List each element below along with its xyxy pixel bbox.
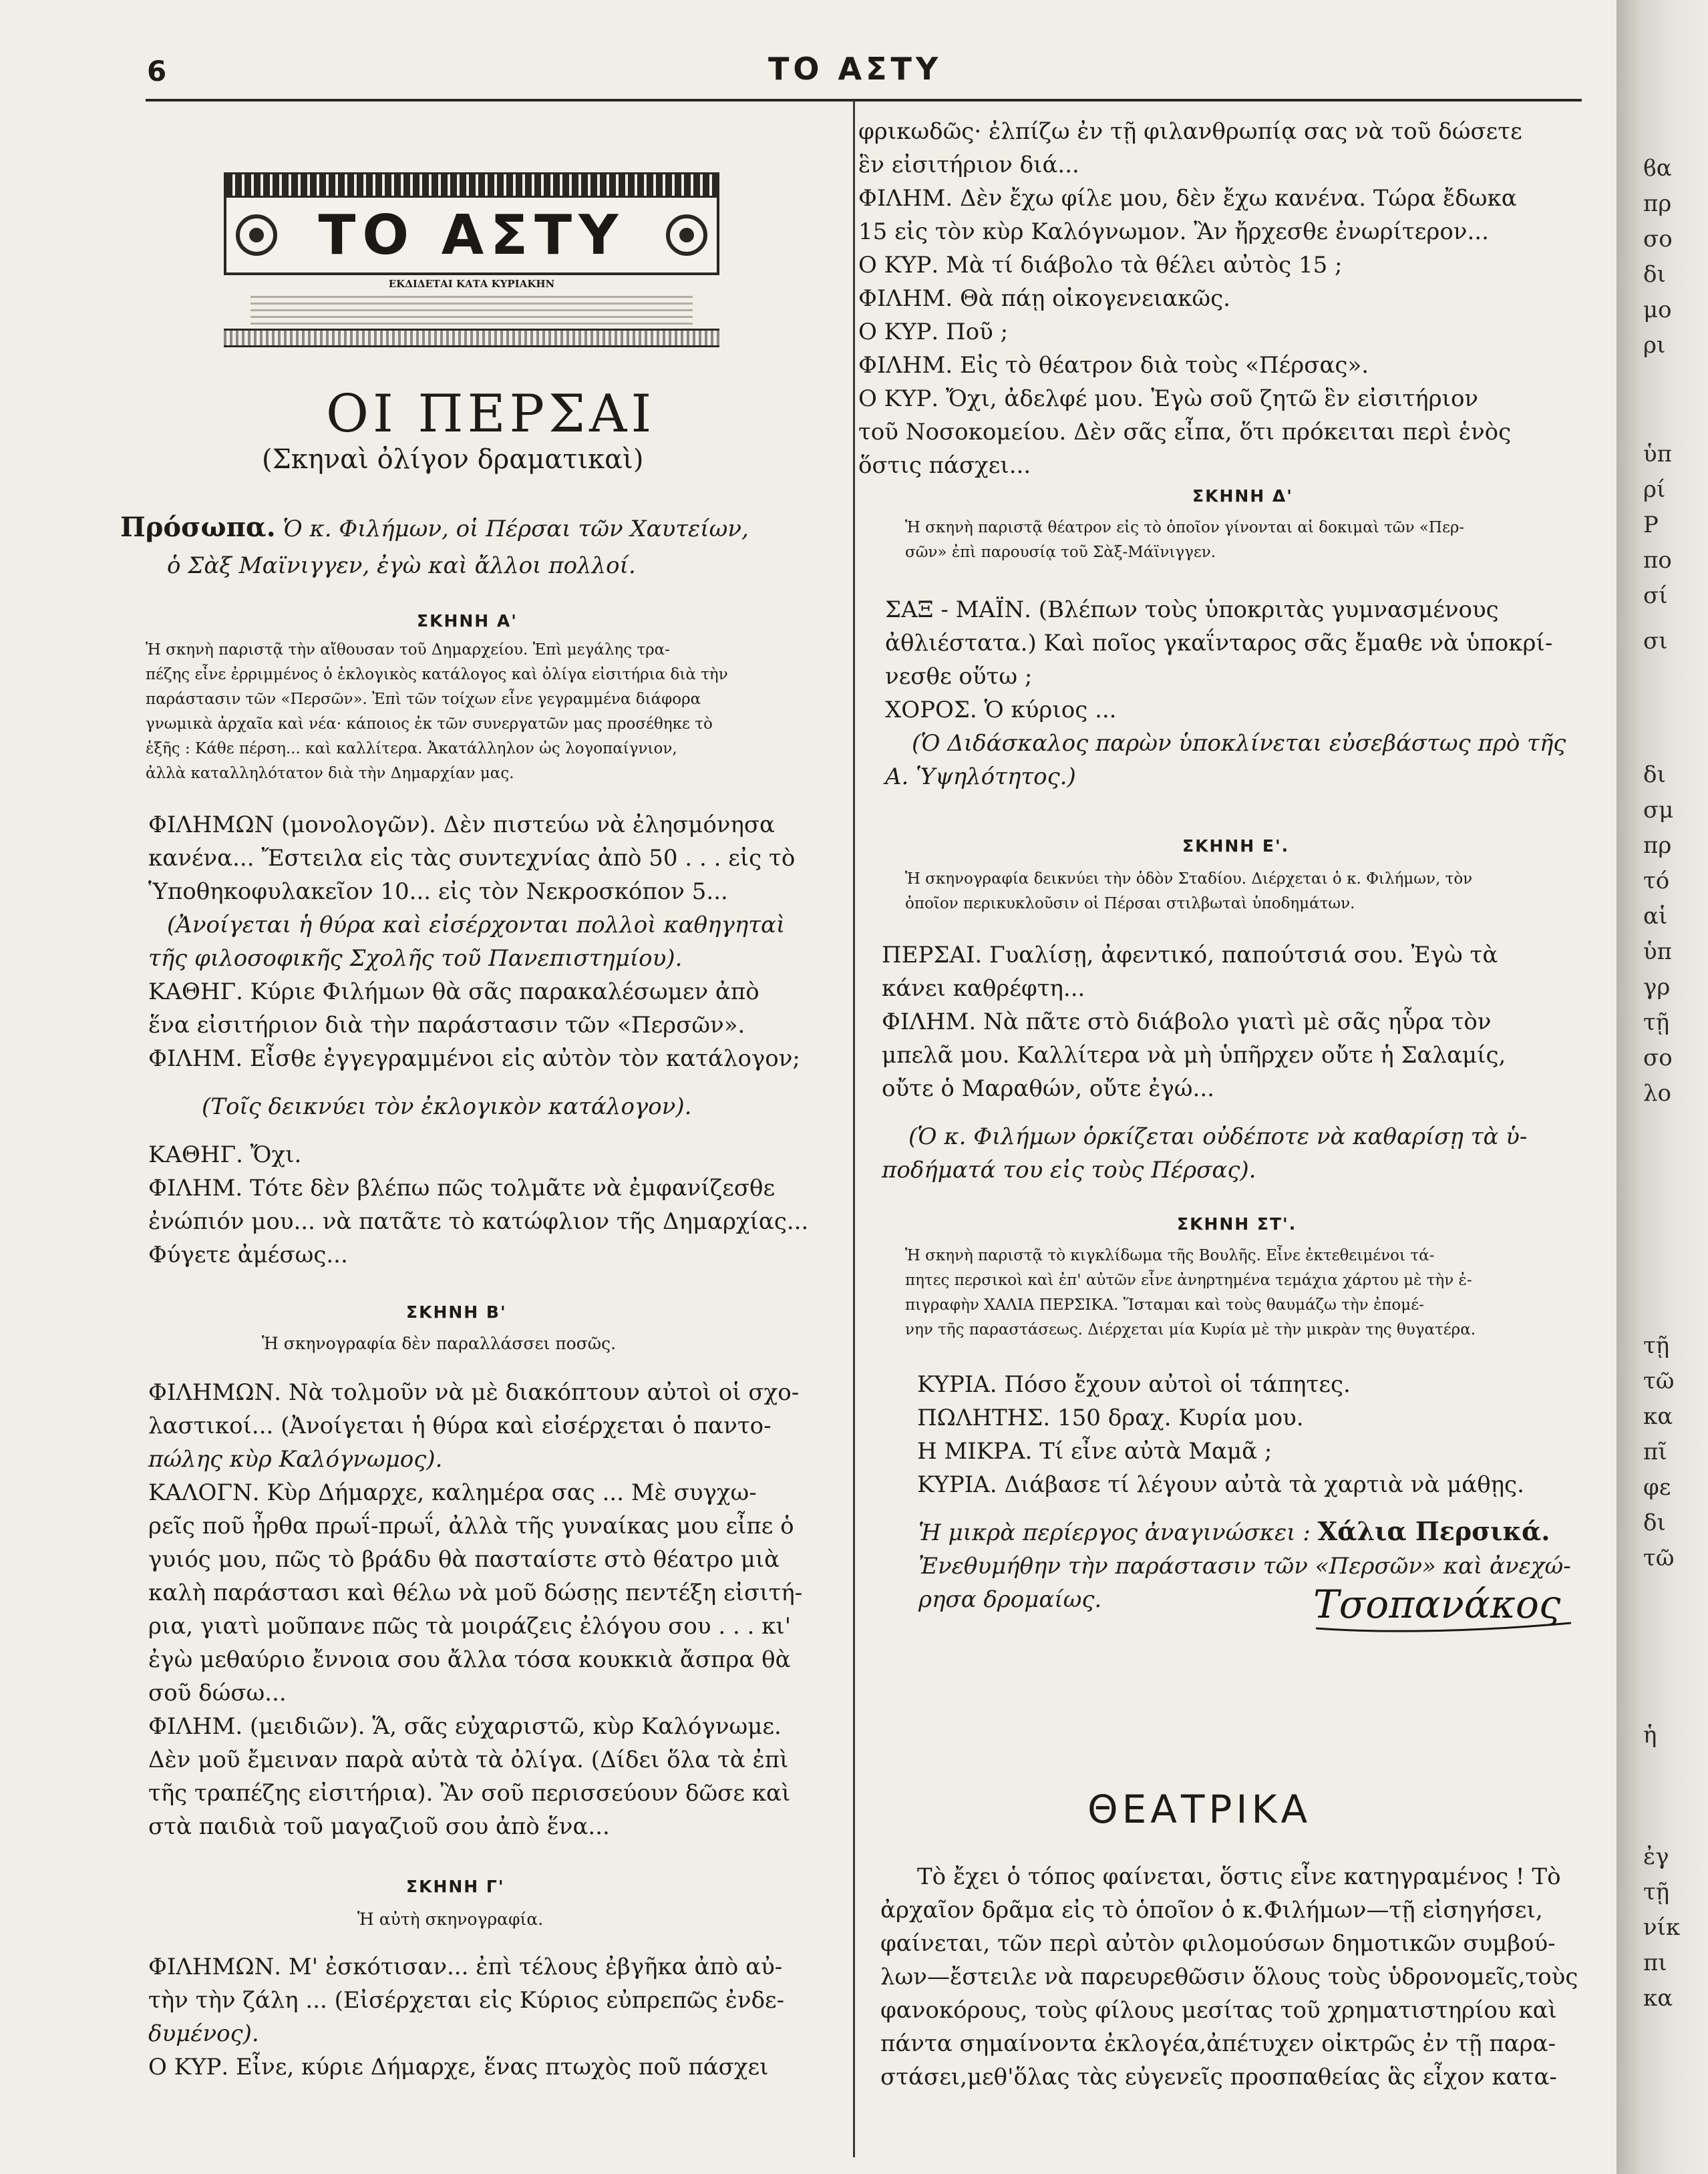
scene-heading: ΣΚΗΝΗ ΣΤ'. [1177,1214,1297,1234]
dialogue-line: κανένα... Ἔστειλα εἰς τὰς συντεχνίας ἀπὸ 50 . . . εἰς τὸ [148,845,796,872]
fragment: σμ [1643,797,1674,824]
fragment: δι [1643,761,1666,788]
scene-a-description [146,638,728,786]
article-subtitle: (Σκηναὶ ὀλίγον δραματικαὶ) [262,444,644,475]
masthead-frieze [224,172,719,198]
dialogue-line: Ο ΚΥΡ. Ὄχι, ἀδελφέ μου. Ἐγὼ σοῦ ζητῶ ἓν εἰσιτήριον [858,385,1479,412]
paragraph-line: φανοκόρους, τοὺς φίλους μεσίτας τοῦ χρηματιστηρίου καὶ [880,1997,1557,2024]
dialogue-line: ἓν εἰσιτήριον διά... [858,152,1079,178]
rosette-icon [666,214,707,256]
paragraph-line: φαίνεται, τῶν περὶ αὐτὸν φιλομούσων δημοτικῶν συμβού- [880,1930,1556,1957]
paragraph-line: ἀρχαῖον δρᾶμα εἰς τὸ ὁποῖον ὁ κ.Φιλήμων—τῇ εἰσηγήσει, [880,1897,1543,1924]
dialogue-line: Ο ΚΥΡ. Ποῦ ; [858,319,1009,345]
stage-direction-line: πιγραφὴν ΧΑΛΙΑ ΠΕΡΣΙΚΑ. Ἵσταμαι καὶ τοὺς θαυμάζω τὴν ἐπομέ- [905,1296,1424,1314]
fragment: αἱ [1643,903,1668,930]
theatrika-body [880,1860,1578,2094]
stage-direction: (Ἀνοίγεται ἡ θύρα καὶ εἰσέρχονται πολλοὶ καθηγηταὶ [167,912,786,938]
persons-list: Ὁ κ. Φιλήμων, οἱ Πέρσαι τῶν Χαυτείων, [283,516,749,542]
fragment: ρι [1643,332,1666,359]
dialogue-line: φρικωδῶς· ἐλπίζω ἐν τῇ φιλανθρωπίᾳ σας νὰ τοῦ δώσετε [858,118,1522,145]
stage-direction-line: νην τῆς παραστάσεως. Διέρχεται μία Κυρία μὲ τὴν μικρὰν της θυγατέρα. [905,1321,1476,1338]
scene-heading: ΣΚΗΝΗ Α' [417,611,518,630]
fragment: νίκ [1643,1914,1681,1941]
fragment: τό [1643,868,1670,894]
persons-label: Πρόσωπα. [120,512,276,543]
dialogue-line: ἕνα εἰσιτήριον διὰ τὴν παράστασιν τῶν «Περσῶν». [148,1012,745,1039]
dialogue-line: γυιός μου, πῶς τὸ βράδυ θὰ πασταίστε στὸ θέατρο μιὰ [148,1546,780,1573]
dialogue-line: νεσθε οὕτω ; [885,663,1033,690]
scene-b-description: Ἡ σκηνογραφία δὲν παραλλάσσει ποσῶς. [262,1334,617,1353]
stage-direction: Α. Ὑψηλότητος.) [885,763,1076,790]
scene-heading: ΣΚΗΝΗ Β' [406,1302,507,1322]
dialogue-line: ἐνώπιόν μου... νὰ πατᾶτε τὸ κατώφλιον τῆς Δημαρχίας... [148,1208,809,1235]
dialogue-line: κάνει καθρέφτη... [882,975,1085,1002]
fragment: πι [1643,1950,1667,1976]
fragment: τῶ [1643,1368,1675,1395]
dialogue-line: ΠΩΛΗΤΗΣ. 150 δραχ. Κυρία μου. [917,1405,1304,1431]
stage-direction-line: Ἡ σκηνὴ παριστᾷ τὸ κιγκλίδωμα τῆς Βουλῆς. Εἶνε ἐκτεθειμένοι τά- [905,1247,1435,1264]
fragment: λο [1643,1080,1672,1107]
stage-direction-line: ὁποῖον περικυκλοῦσιν οἱ Πέρσαι στιλβωταὶ ὑποδημάτων. [905,895,1355,912]
dialogue-line: ΠΕΡΣΑΙ. Γυαλίσῃ, ἀφεντικό, παπούτσιά σου. Ἐγὼ τὰ [882,942,1498,968]
paragraph-line: Τὸ ἔχει ὁ τόπος φαίνεται, ὅστις εἶνε κατηγραμένος ! Τὸ [917,1863,1561,1890]
dialogue-line: στὰ παιδιὰ τοῦ μαγαζιοῦ σου ἀπὸ ἕνα... [148,1813,610,1840]
fragment: κα [1643,1403,1673,1430]
paragraph-line: πάντα σημαίνοντα ἐκλογέα,ἀπέτυχεν οἰκτρῶς ἐν τῇ παρα- [880,2030,1556,2057]
dialogue-line: καλὴ παράστασι καὶ θέλω νὰ μοῦ δώσῃς πεντέξη εἰσιτή- [148,1580,803,1606]
scene-c-description: Ἡ αὐτὴ σκηνογραφία. [357,1910,544,1929]
persons-line [120,511,749,546]
fragment: τῶ [1643,1545,1675,1572]
closing-line [918,1515,1571,1550]
masthead-band [224,198,719,275]
fragment: Ρ [1643,512,1659,538]
masthead-date-strip [224,329,719,347]
dialogue-line: ΦΙΛΗΜΩΝ. Νὰ τολμοῦν νὰ μὲ διακόπτουν αὐτοὶ οἱ σχο- [148,1379,800,1406]
stage-direction-line: σῶν» ἐπὶ παρουσίᾳ τοῦ Σὰξ-Μάϊνιγγεν. [905,544,1216,561]
fragment: δι [1643,1509,1666,1536]
dialogue-line: λαστικοί... (Ἀνοίγεται ἡ θύρα καὶ εἰσέρχεται ὁ παντο- [148,1413,772,1439]
dialogue-line: ΧΟΡΟΣ. Ὁ κύριος ... [885,697,1117,723]
dialogue-line: ὅστις πάσχει... [858,452,1031,479]
dialogue-line: οὔτε ὁ Μαραθών, οὔτε ἐγώ... [882,1075,1214,1102]
masthead-fine-print [250,294,693,325]
masthead-image [224,172,719,338]
scene-heading: ΣΚΗΝΗ Δ' [1192,486,1293,506]
page-number: 6 [147,55,167,87]
dialogue-line: ΚΑΘΗΓ. Κύριε Φιλήμων θὰ σᾶς παρακαλέσωμεν ἀπὸ [148,978,759,1005]
dialogue-scene-f [917,1368,1524,1501]
column-divider [853,100,855,2157]
paragraph-line: λων—ἔστειλε νὰ παρευρεθῶσιν ὅλους τοὺς ὑδρονομεῖς,τοὺς [880,1964,1578,1990]
stage-direction: δυμένος). [148,2020,259,2047]
fragment: γρ [1643,974,1671,1001]
dialogue-line: Φύγετε ἀμέσως... [148,1242,348,1268]
stage-direction-line: Ἡ σκηνογραφία δεικνύει τὴν ὁδὸν Σταδίου. Διέρχεται ὁ κ. Φιλήμων, τὸν [905,870,1473,888]
dialogue-line: ἐγὼ μεθαύριο ἔννοια σου ἄλλα τόσα κουκκιὰ ἄσπρα θὰ [148,1646,791,1673]
dialogue-scene-b [148,1376,802,1843]
fragment: κα [1643,1985,1673,2012]
dialogue-line: Η ΜΙΚΡΑ. Τί εἶνε αὐτὰ Μαμᾶ ; [917,1438,1272,1465]
dialogue-line: ἀθλιέστατα.) Καὶ ποῖος γκαΐνταρος σᾶς ἔμαθε νὰ ὑποκρί- [885,630,1553,657]
stage-direction-line: γνωμικὰ ἀρχαῖα καὶ νέα· κάποιος ἐκ τῶν συνεργατῶν μας προσέθηκε τὸ [146,715,713,733]
fragment: σο [1643,226,1673,252]
dialogue-line: ΦΙΛΗΜ. Εἶσθε ἐγγεγραμμένοι εἰς αὐτὸν τὸν κατάλογον; [148,1045,800,1072]
stage-direction: ποδήματά του εἰς τοὺς Πέρσας). [882,1157,1256,1184]
rosette-icon [236,214,277,256]
dialogue-line: τῆς τραπέζης εἰσιτήρια). Ἂν σοῦ περισσεύουν δῶσε καὶ [148,1780,791,1807]
dialogue-line: ΦΙΛΗΜ. Θὰ πάῃ οἰκογενειακῶς. [858,285,1230,312]
fragment: τῇ [1643,1332,1670,1359]
dialogue-line: ρεῖς ποῦ ἦρθα πρωΐ-πρωΐ, ἀλλὰ τῆς γυναίκας μου εἶπε ὁ [148,1513,794,1539]
stage-direction: (Ὁ Διδάσκαλος παρὼν ὑποκλίνεται εὐσεβάστως πρὸ τῆς [912,730,1566,757]
dialogue-line: ΦΙΛΗΜΩΝ (μονολογῶν). Δὲν πιστεύω νὰ ἐλησμόνησα [148,811,776,838]
dialogue-scene-e [882,938,1527,1187]
stage-direction-line: πητες περσικοὶ καὶ ἐπ' αὐτῶν εἶνε ἀνηρτημένα τεμάχια χάρτου μὲ τὴν ἐ- [905,1272,1472,1289]
fragment: πῖ [1643,1439,1667,1465]
fragment: ἐγ [1643,1843,1669,1870]
dialogue-line: Δὲν μοῦ ἔμειναν παρὰ αὐτὰ τὰ ὀλίγα. (Δίδει ὅλα τὰ ἐπὶ [148,1747,789,1773]
fragment: πρ [1643,190,1672,217]
section-heading: ΘΕΑΤΡΙΚΑ [1087,1787,1312,1832]
dialogue-scene-d [885,593,1566,793]
dialogue-line: Ο ΚΥΡ. Εἶνε, κύριε Δήμαρχε, ἕνας πτωχὸς ποῦ πάσχει [148,2054,769,2080]
dialogue-line: 15 εἰς τὸν κὺρ Καλόγνωμον. Ἂν ἤρχεσθε ἐνωρίτερον... [858,218,1489,245]
dialogue-line: ΚΥΡΙΑ. Πόσο ἔχουν αὐτοὶ οἱ τάπητες. [917,1371,1351,1398]
dialogue-line: ΚΑΘΗΓ. Ὄχι. [148,1141,302,1168]
dialogue-line: ΦΙΛΗΜΩΝ. Μ' ἐσκότισαν... ἐπὶ τέλους ἐβγῆκα ἀπὸ αὐ- [148,1954,783,1980]
stage-direction-line: παράστασιν τῶν «Περσῶν». Ἐπὶ τῶν τοίχων εἶνε γεγραμμένα διάφορα [146,691,701,708]
scene-heading: ΣΚΗΝΗ Ε'. [1182,836,1290,856]
stage-direction: (Ὁ κ. Φιλήμων ὁρκίζεται οὐδέποτε νὰ καθαρίσῃ τὰ ὑ- [908,1123,1528,1150]
fragment: πρ [1643,832,1672,859]
stage-direction-line: πέζης εἶνε ἐρριμμένος ὁ ἐκλογικὸς κατάλογος καὶ ὀλίγα εἰσιτήρια διὰ τὴν [146,666,728,683]
author-signature [1309,1570,1576,1643]
closing-bold: Χάλια Περσικά. [1317,1516,1550,1546]
fragment: ὑπ [1643,441,1673,468]
dialogue-line: μπελᾶ μου. Καλλίτερα νὰ μὴ ὑπῆρχεν οὔτε ἡ Σαλαμίς, [882,1042,1506,1069]
stage-direction-line: ἑξῆς : Κάθε πέρση... καὶ καλλίτερα. Ἀκατάλληλον ὡς λογοπαίγνιον, [146,740,677,757]
running-title: ΤΟ ΑΣΤΥ [768,51,943,87]
fragment: σι [1643,628,1668,655]
dialogue-line: ΚΑΛΟΓΝ. Κὺρ Δήμαρχε, καλημέρα σας ... Μὲ συγχω- [148,1479,757,1506]
dialogue-line: σοῦ δώσω... [148,1680,287,1706]
fragment: δι [1643,261,1666,288]
fragment: πο [1643,547,1672,574]
stage-direction: τῆς φιλοσοφικῆς Σχολῆς τοῦ Πανεπιστημίου). [148,945,683,972]
adjacent-page-edge [1616,0,1708,2174]
fragment: μο [1643,297,1672,323]
closing-line: ρησα δρομαίως. [918,1586,1102,1613]
dialogue-line: ρια, γιατὶ μοῦπανε πῶς τὰ μοιράζεις ἐλόγου σου . . . κι' [148,1613,792,1640]
fragment: τῇ [1643,1879,1670,1906]
fragment: σο [1643,1045,1673,1071]
stage-direction-line: Ἡ σκηνὴ παριστᾷ θέατρον εἰς τὸ ὁποῖον γίνονται αἱ δοκιμαὶ τῶν «Περ- [905,519,1465,536]
stage-direction: (Τοῖς δεικνύει τὸν ἐκλογικὸν κατάλογον). [202,1093,692,1120]
masthead-subtitle: ΕΚΔΙΔΕΤΑΙ ΚΑΤΑ ΚΥΡΙΑΚΗΝ [388,278,555,290]
dialogue-line: ΦΙΛΗΜ. Τότε δὲν βλέπω πῶς τολμᾶτε νὰ ἐμφανίζεσθε [148,1175,776,1202]
dialogue-scene-a [148,808,808,1272]
dialogue-line: τοῦ Νοσοκομείου. Δὲν σᾶς εἶπα, ὅτι πρόκειται περὶ ἑνὸς [858,419,1512,445]
dialogue-line: ΦΙΛΗΜ. Εἰς τὸ θέατρον διὰ τοὺς «Πέρσας». [858,352,1369,379]
fragment: ἡ [1643,1722,1657,1749]
dialogue-line: ΦΙΛΗΜ. (μειδιῶν). Ἅ, σᾶς εὐχαριστῶ, κὺρ Καλόγνωμε. [148,1713,782,1740]
signature-text: Τσοπανάκος [1313,1582,1561,1627]
dialogue-line: ΦΙΛΗΜ. Νὰ πᾶτε στὸ διάβολο γιατὶ μὲ σᾶς ηὗρα τὸν [882,1009,1492,1035]
fragment: ὑπ [1643,938,1673,965]
dialogue-line: ΦΙΛΗΜ. Δὲν ἔχω φίλε μου, δὲν ἔχω κανένα. Τώρα ἔδωκα [858,185,1517,212]
masthead-title: ΤΟ ΑΣΤΥ [318,203,625,267]
dialogue-continued [858,115,1522,482]
scene-heading: ΣΚΗΝΗ Γ' [406,1877,505,1896]
paragraph-line: στάσει,μεθ'ὅλας τὰς εὐγενεῖς προσπαθείας ἃς εἶχον κατα- [880,2064,1557,2091]
dialogue-scene-c [148,1950,784,2084]
persons-list-cont: ὁ Σὰξ Μαϊνιγγεν, ἐγὼ καὶ ἄλλοι πολλοί. [167,552,636,579]
fragment: ρί [1643,476,1666,503]
scene-e-description [905,867,1472,916]
closing-text: Ἡ μικρὰ περίεργος ἀναγινώσκει : [918,1519,1311,1546]
fragment: σί [1643,582,1668,609]
dialogue-line: Ὑποθηκοφυλακεῖον 10... εἰς τὸν Νεκροσκόπον 5... [148,878,728,905]
dialogue-line: ΚΥΡΙΑ. Διάβασε τί λέγουν αὐτὰ τὰ χαρτιὰ νὰ μάθῃς. [917,1471,1524,1498]
header-rule [146,99,1582,102]
dialogue-line: ΣΑΞ - ΜΑΪΝ. (Βλέπων τοὺς ὑποκριτὰς γυμνασμένους [885,596,1499,623]
closing-line: Ἐνεθυμήθην τὴν παράστασιν τῶν «Περσῶν» καὶ ἀνεχώ- [918,1553,1571,1580]
dialogue-line: Ο ΚΥΡ. Μὰ τί διάβολο τὰ θέλει αὐτὸς 15 ; [858,252,1343,279]
fragment: ϐα [1643,155,1672,182]
scene-f-description [905,1244,1476,1342]
fragment: φε [1643,1474,1671,1501]
stage-direction-line: ἀλλὰ καταλληλότατον διὰ τὴν Δημαρχίαν μας. [146,765,514,782]
dialogue-line: τὴν τὴν ζάλη ... (Εἰσέρχεται εἰς Κύριος εὐπρεπῶς ἐνδε- [148,1987,785,2014]
scene-d-description [905,516,1464,565]
fragment: τῇ [1643,1009,1670,1036]
article-title: ΟΙ ΠΕΡΣΑΙ [326,384,656,444]
stage-direction: πώλης κὺρ Καλόγνωμος). [148,1446,443,1473]
stage-direction-line: Ἡ σκηνὴ παριστᾷ τὴν αἴθουσαν τοῦ Δημαρχείου. Ἐπὶ μεγάλης τρα- [146,641,670,659]
